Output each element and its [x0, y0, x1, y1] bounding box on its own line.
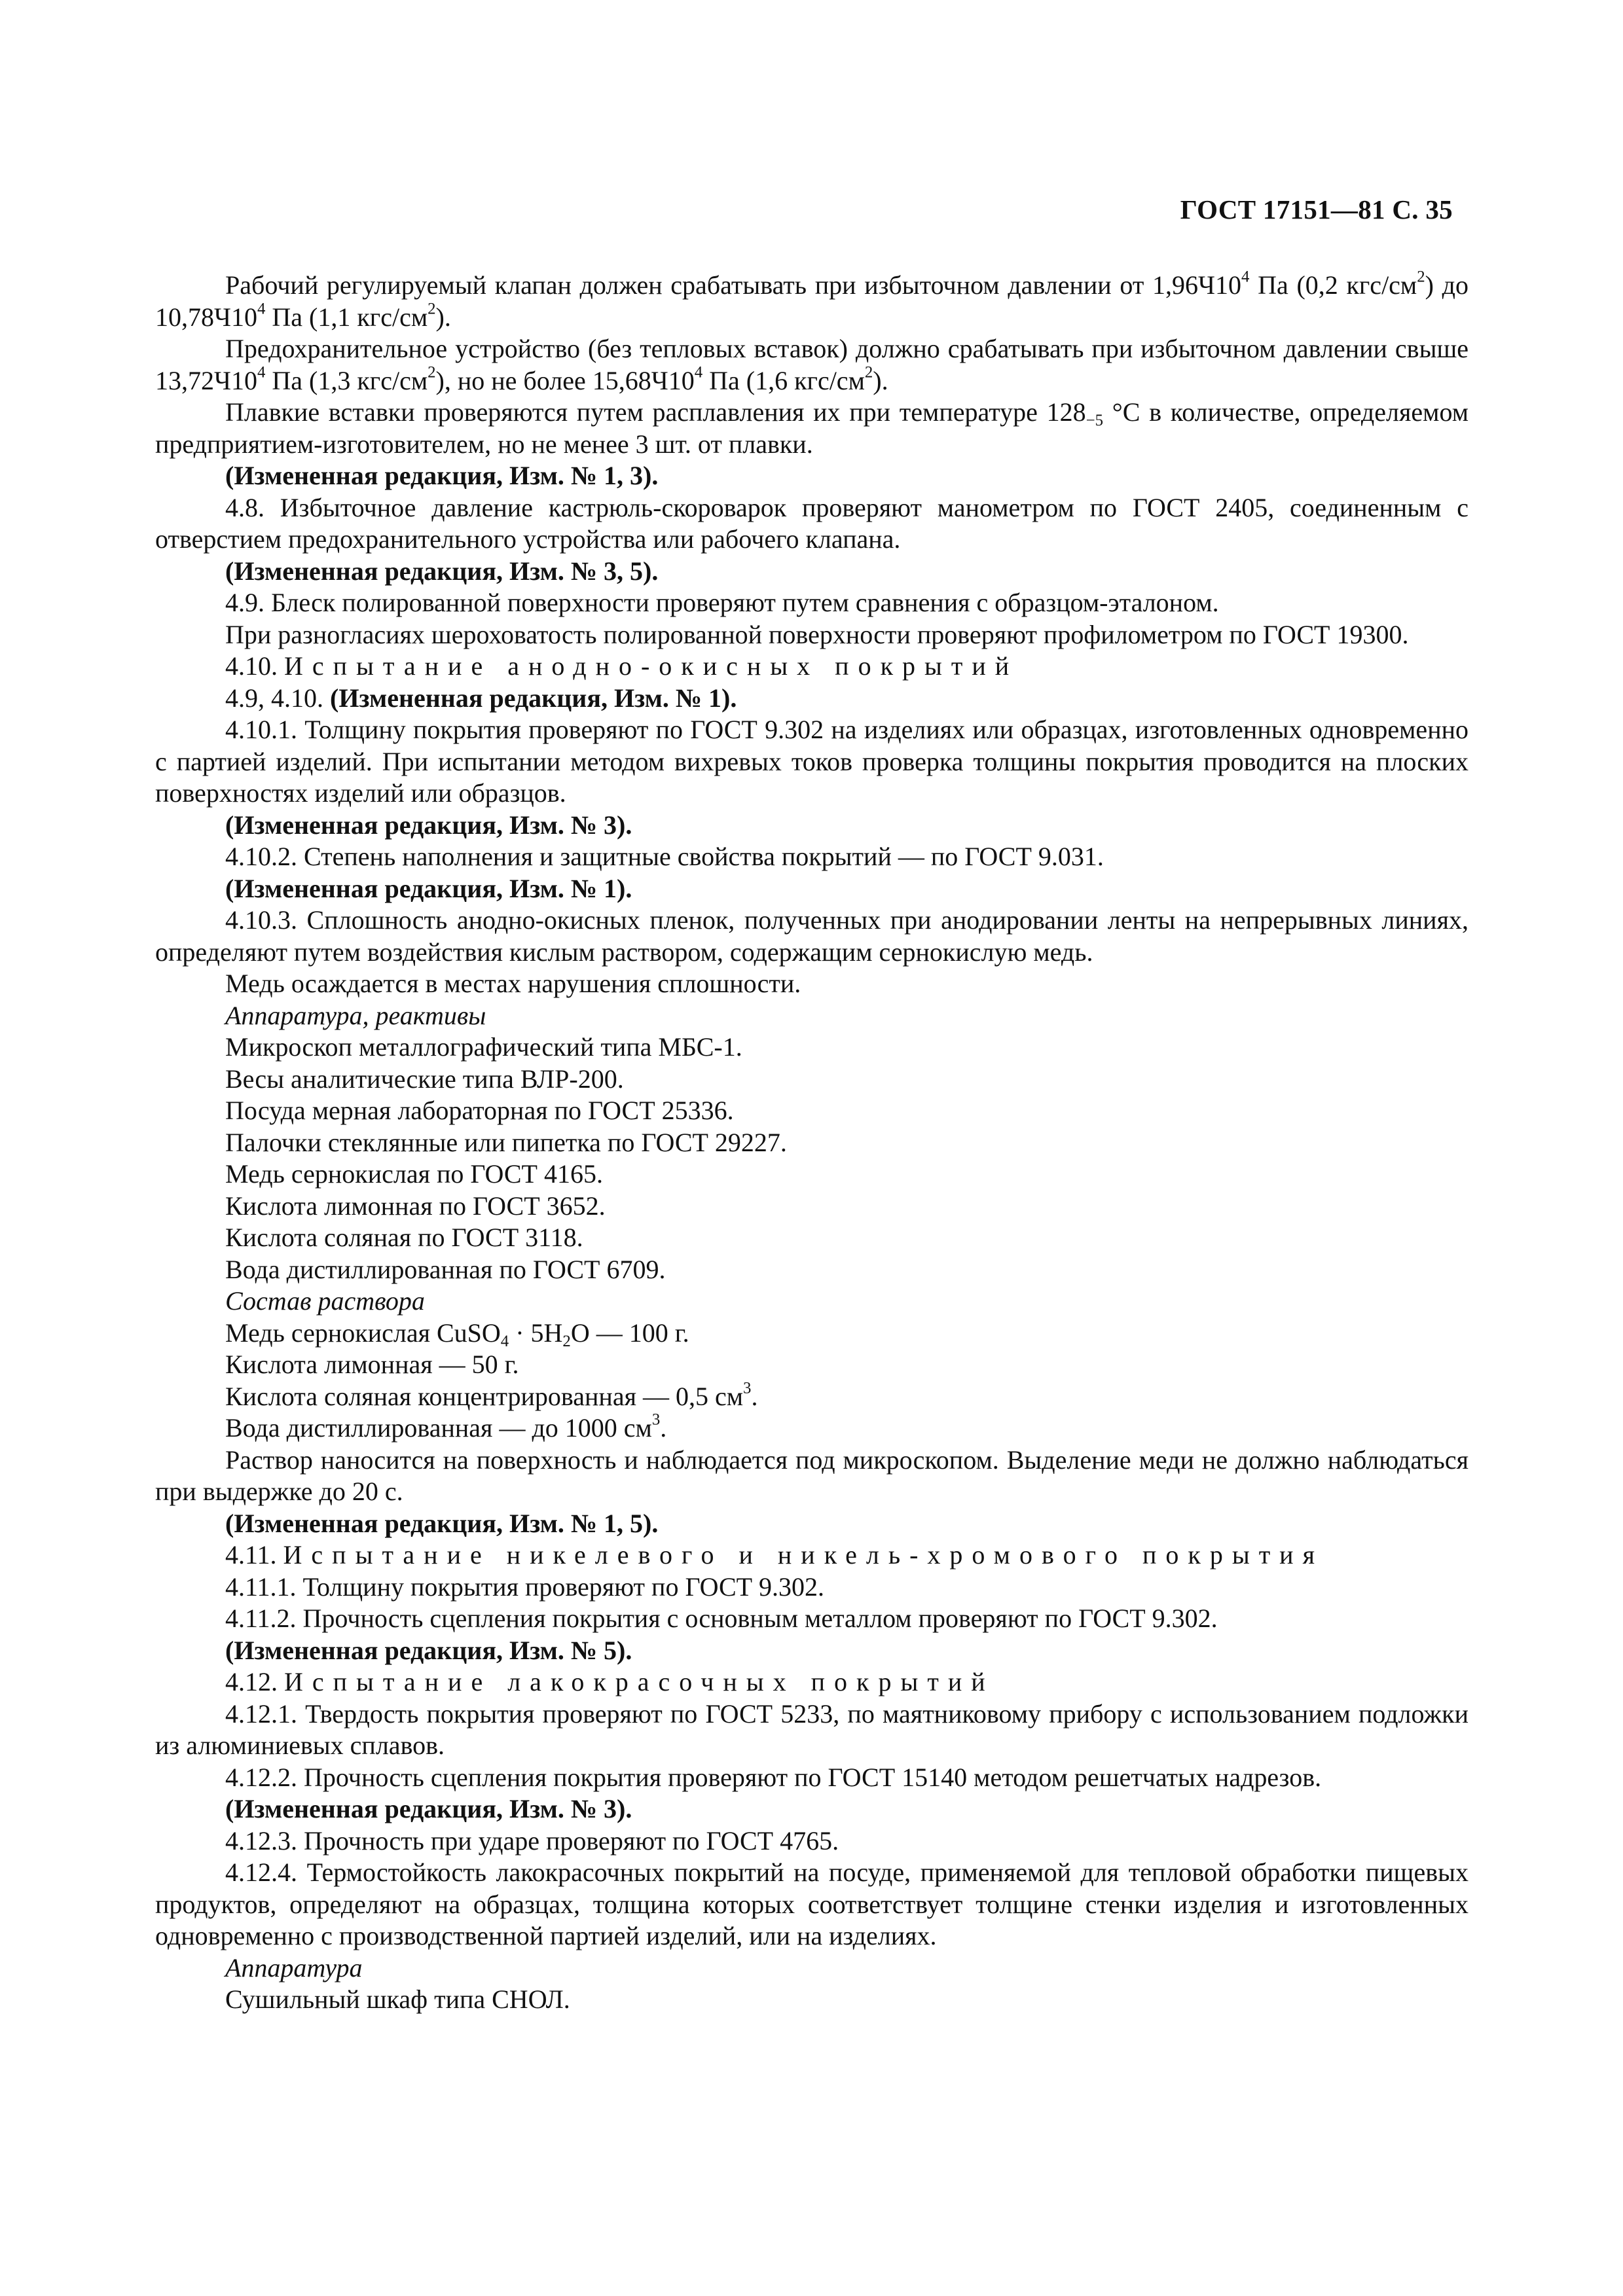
list-item: Микроскоп металлографический типа МБС-1. — [225, 1032, 742, 1062]
paragraph-4-9: 4.9. Блеск полированной поверхности проверяют путем сравнения с образцом-эталоном. — [225, 588, 1219, 617]
paragraph-4-12-3: 4.12.3. Прочность при ударе проверяют по ГОСТ 4765. — [225, 1825, 839, 1856]
list-item: Кислота лимонная — 50 г. — [225, 1350, 519, 1379]
section-heading-4-10: 4.10. Испытание анодно-окисных покрытий — [225, 651, 1019, 681]
revision-note: (Измененная редакция, Изм. № 1, 3). — [225, 461, 659, 490]
paragraph-valve-pressure: Рабочий регулируемый клапан должен срабатывать при избыточном давлении от $1,96Ч10^4$ Па (0,2 кгс/$см^2$) до $10,78Ч10^4$ Па (1,1 кгс/$см^2$). — [155, 268, 1469, 332]
paragraph-4-10-2: 4.10.2. Степень наполнения и защитные свойства покрытий — по ГОСТ 9.031. — [225, 842, 1104, 871]
subheading-apparatus: Аппаратура — [225, 1952, 363, 1982]
revision-note: (Измененная редакция, Изм. № 3). — [225, 1794, 632, 1823]
list-item: Медь сернокислая по ГОСТ 4165. — [225, 1159, 603, 1189]
paragraph-4-10-3: 4.10.3. Сплошность анодно-окисных пленок, полученных при анодировании ленты на непрерывных линиях, определяют путем воздействия кислым раствором, содержащим сернокислую медь. — [155, 905, 1468, 967]
paragraph-4-11-1: 4.11.1. Толщину покрытия проверяют по ГОСТ 9.302. — [225, 1571, 825, 1602]
revision-note: (Измененная редакция, Изм. № 5). — [225, 1635, 632, 1665]
revision-note: (Измененная редакция, Изм. № 1, 5). — [225, 1508, 659, 1538]
document-body — [155, 270, 1468, 2016]
list-item: Кислота соляная концентрированная — 0,5 $см^3$. — [225, 1378, 758, 1411]
list-item: Медь сернокислая CuSO$_4$ · $5H_2O$ — 100 г. — [225, 1318, 689, 1350]
paragraph-4-12-4: 4.12.4. Термостойкость лакокрасочных покрытий на посуде, применяемой для тепловой обработки пищевых продуктов, определяют на образцах, толщина которых соответствует толщине стенки изделия и изготовленных одновременно с производственной партией изделий, или на изделиях. — [155, 1857, 1468, 1950]
paragraph-4-10-1: 4.10.1. Толщину покрытия проверяют по ГОСТ 9.302 на изделиях или образцах, изготовленных одновременно с партией изделий. При испытании методом вихревых токов проверка толщины покрытия проводится на плоских поверхностях изделий или образцов. — [155, 715, 1468, 808]
list-item: Палочки стеклянные или пипетка по ГОСТ 29227. — [225, 1127, 787, 1157]
list-item: Кислота соляная по ГОСТ 3118. — [225, 1223, 583, 1252]
list-item: Посуда мерная лабораторная по ГОСТ 25336. — [225, 1096, 734, 1125]
paragraph-4-8: 4.8. Избыточное давление кастрюль-скороварок проверяют манометром по ГОСТ 2405, соединенным с отверстием предохранительного устройства или рабочего клапана. — [155, 492, 1468, 554]
list-item: Весы аналитические типа ВЛР-200. — [225, 1064, 624, 1094]
page-header: ГОСТ 17151—81 С. 35 — [1180, 194, 1453, 224]
paragraph-fusible-inserts: Плавкие вставки проверяются путем расплавления их при температуре $128_{-5}$ °С в количестве, определяемом предприятием-изготовителем, но не менее 3 шт. от плавки. — [155, 397, 1469, 459]
paragraph-4-12-1: 4.12.1. Твердость покрытия проверяют по ГОСТ 5233, по маятниковому прибору с использованием подложки из алюминиевых сплавов. — [155, 1698, 1468, 1760]
revision-note: (Измененная редакция, Изм. № 3). — [225, 810, 632, 840]
revision-note: (Измененная редакция, Изм. № 1). — [225, 873, 632, 903]
list-item: Кислота лимонная по ГОСТ 3652. — [225, 1191, 606, 1221]
list-item: Вода дистиллированная по ГОСТ 6709. — [225, 1254, 666, 1284]
section-heading-4-12: 4.12. Испытание лакокрасочных покрытий — [225, 1667, 994, 1696]
paragraph-4-12-2: 4.12.2. Прочность сцепления покрытия проверяют по ГОСТ 15140 методом решетчатых надрезов. — [225, 1762, 1322, 1792]
subheading-apparatus-reagents: Аппаратура, реактивы — [225, 1000, 486, 1030]
paragraph-roughness: При разногласиях шероховатость полированной поверхности проверяют профилометром по ГОСТ 19300. — [225, 619, 1409, 649]
paragraph-4-11-2: 4.11.2. Прочность сцепления покрытия с основным металлом проверяют по ГОСТ 9.302. — [225, 1604, 1218, 1633]
section-heading-4-11: 4.11. Испытание никелевого и никель-хромового покрытия — [225, 1540, 1324, 1570]
revision-note: 4.9, 4.10. (Измененная редакция, Изм. № 1). — [225, 683, 737, 713]
revision-note: (Измененная редакция, Изм. № 3, 5). — [225, 556, 659, 586]
paragraph-copper-deposit: Медь осаждается в местах нарушения сплошности. — [225, 969, 801, 998]
paragraph-observation: Раствор наносится на поверхность и наблюдается под микроскопом. Выделение меди не должно наблюдаться при выдержке до 20 с. — [155, 1444, 1468, 1506]
list-item: Сушильный шкаф типа СНОЛ. — [225, 1984, 570, 2014]
subheading-solution-composition: Состав раствора — [225, 1286, 425, 1316]
paragraph-safety-device: Предохранительное устройство (без тепловых вставок) должно срабатывать при избыточном давлении свыше $13,72Ч10^4$ Па (1,3 кгс/$см^2$), но не более $15,68Ч10^4$ Па (1,6 кгс/$см^2$). — [155, 334, 1468, 395]
list-item: Вода дистиллированная — до 1000 $см^3$. — [225, 1410, 667, 1443]
